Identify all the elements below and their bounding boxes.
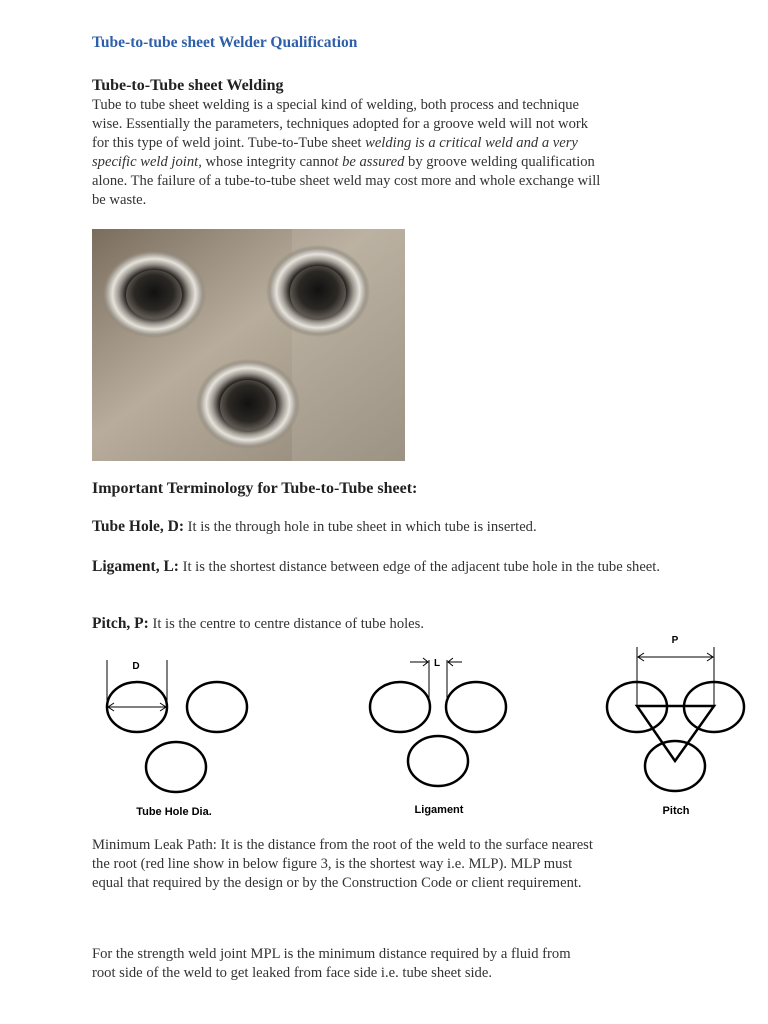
term-pitch-text: It is the centre to centre distance of tube holes. <box>148 616 424 632</box>
term-ligament <box>92 557 732 577</box>
mlp-paragraph <box>92 836 732 893</box>
diagram-label-d: D <box>132 661 140 672</box>
term-tube-hole-label: Tube Hole, D: <box>92 518 185 535</box>
term-tube-hole <box>92 517 732 537</box>
intro-line-4-text: whose integrity canno <box>201 154 335 170</box>
intro-line-4 <box>92 153 732 172</box>
term-ligament-text: It is the shortest distance between edge of the adjacent tube hole in the tube sheet. <box>178 559 660 575</box>
mlp-line-1: Minimum Leak Path: It is the distance from the root of the weld to the surface nearest <box>92 837 593 853</box>
strength-line-2: root side of the weld to get leaked from face side i.e. tube sheet side. <box>92 965 492 981</box>
intro-line-4-italic: specific weld joint, <box>92 154 202 170</box>
section-heading: Tube-to-Tube sheet Welding <box>92 77 284 94</box>
term-pitch-label: Pitch, P: <box>92 615 149 632</box>
intro-line-2: wise. Essentially the parameters, techniques adopted for a groove weld will not work <box>92 116 589 132</box>
intro-line-3 <box>92 134 732 153</box>
intro-line-6: be waste. <box>92 192 147 208</box>
document-title: Tube-to-tube sheet Welder Qualification <box>92 34 358 51</box>
pitch-diagram <box>607 647 744 791</box>
tube-sheet-weld-photo <box>92 229 405 461</box>
intro-line-5: alone. The failure of a tube-to-tube sheet weld may cost more and whole exchange will <box>92 173 601 189</box>
diagram-label-p: P <box>671 635 679 646</box>
intro-line-3-italic: welding is a critical weld and a very <box>365 135 578 151</box>
diagram-label-l: L <box>433 658 441 669</box>
term-ligament-label: Ligament, L: <box>92 558 179 575</box>
strength-paragraph <box>92 945 732 983</box>
intro-line-4-italic-2: t be assured <box>334 154 405 170</box>
mlp-line-2: the root (red line show in below figure 3, is the shortest way i.e. MLP). MLP must <box>92 856 573 872</box>
term-tube-hole-text: It is the through hole in tube sheet in which tube is inserted. <box>184 519 537 535</box>
diagram-caption-ligament: Ligament <box>414 804 464 816</box>
diagram-caption-pitch: Pitch <box>662 805 690 817</box>
terminology-diagrams <box>90 630 750 825</box>
intro-line-1: Tube to tube sheet welding is a special kind of welding, both process and technique <box>92 97 580 113</box>
terminology-heading: Important Terminology for Tube-to-Tube sheet: <box>92 480 418 497</box>
intro-line-3-text: for this type of weld joint. Tube-to-Tube sheet <box>92 135 366 151</box>
intro-paragraph <box>92 96 732 210</box>
tube-hole-diagram <box>107 660 247 792</box>
ligament-diagram <box>370 658 506 786</box>
strength-line-1: For the strength weld joint MPL is the minimum distance required by a fluid from <box>92 946 571 962</box>
intro-line-4-text-2: by groove welding qualification <box>404 154 595 170</box>
diagram-caption-tube-hole: Tube Hole Dia. <box>136 806 212 818</box>
mlp-line-3: equal that required by the design or by the Construction Code or client requirement. <box>92 875 582 891</box>
